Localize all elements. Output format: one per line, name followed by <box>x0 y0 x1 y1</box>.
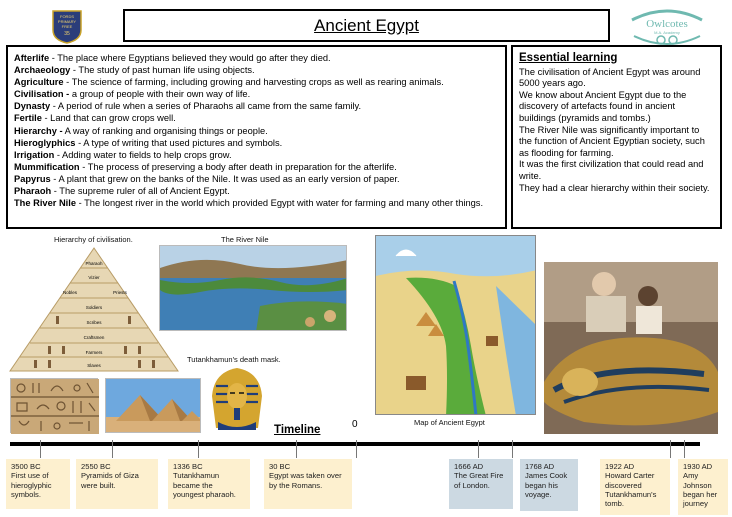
timeline-line <box>10 442 700 446</box>
event-text: became the <box>173 480 213 490</box>
vocab-definition: A way of ranking and organising things or people. <box>62 125 268 136</box>
vocab-term: Fertile <box>14 113 42 124</box>
map-of-egypt-image <box>375 235 536 415</box>
hierarchy-label: Soldiers <box>85 305 103 310</box>
event-text: were built. <box>81 480 116 490</box>
nile-caption: The River Nile <box>221 235 269 244</box>
event-text: Pyramids of Giza <box>81 471 139 481</box>
vocab-definition: - The supreme ruler of all of Ancient Egypt. <box>51 186 230 197</box>
vocab-definition: a group of people with their own way of life. <box>69 89 251 100</box>
badge-line-1: FORDS <box>60 14 74 19</box>
vocab-term: Pharaoh <box>14 186 52 197</box>
hierarchy-label: Scribes <box>86 320 102 325</box>
event-text: 3500 BC <box>11 462 41 471</box>
event-text: 30 BC <box>269 462 291 471</box>
event-text: 1768 AD <box>525 462 555 471</box>
river-nile-photo <box>159 245 347 331</box>
vocab-row <box>14 185 499 197</box>
vocab-definition: - The longest river in the world which provided Egypt with water for farming and many other things. <box>76 198 484 209</box>
hierarchy-label: Priests <box>113 290 127 295</box>
howard-carter-photo <box>544 262 718 434</box>
event-text: discovered <box>605 480 642 490</box>
learning-point: It was the first civilization that could read and write. <box>519 159 704 181</box>
timeline-title: Timeline <box>274 424 321 436</box>
hierarchy-label: Slaves <box>87 363 101 368</box>
event-text: 1666 AD <box>454 462 484 471</box>
vocab-row <box>14 112 499 124</box>
vocab-row <box>14 100 499 112</box>
vocab-term: The River Nile <box>14 198 77 209</box>
hierarchy-label: Farmers <box>85 350 103 355</box>
vocab-definition: - The study of past human life using objects. <box>70 65 255 76</box>
event-text: tomb. <box>605 499 624 509</box>
hieroglyphics-photo <box>10 378 98 433</box>
event-text: Egypt was taken over <box>269 471 342 481</box>
logo-subtitle: M.A. Academy <box>654 30 680 35</box>
timeline-event-1336bc <box>168 459 250 509</box>
timeline-tick <box>684 440 685 458</box>
vocabulary-box <box>6 45 507 229</box>
pyramids-photo <box>105 378 201 433</box>
timeline-tick <box>40 440 41 458</box>
event-text: hieroglyphic <box>11 480 52 490</box>
vocab-term: Papyrus <box>14 173 51 184</box>
vocab-row <box>14 64 499 76</box>
vocab-term: Hieroglyphics <box>14 137 76 148</box>
event-text: Johnson <box>683 480 712 490</box>
event-text: 1922 AD <box>605 462 635 471</box>
vocab-row <box>14 161 499 173</box>
timeline-event-1768ad <box>520 459 578 511</box>
learning-point: They had a clear hierarchy within their society. <box>519 182 710 193</box>
event-text: James Cook <box>525 471 568 481</box>
event-text: 1930 AD <box>683 462 713 471</box>
vocab-row <box>14 173 499 185</box>
timeline-event-3500bc <box>6 459 70 509</box>
vocab-term: Agriculture <box>14 77 64 88</box>
vocab-definition: - Adding water to fields to help crops grow. <box>54 149 232 160</box>
timeline-event-1922ad <box>600 459 670 515</box>
event-text: voyage. <box>525 489 552 499</box>
learning-point: The civilisation of Ancient Egypt was around 5000 years ago. <box>519 66 701 89</box>
event-text: The Great Fire <box>454 471 504 481</box>
hierarchy-label: Vizier <box>88 275 100 280</box>
timeline-zero-marker: 0 <box>352 419 358 430</box>
timeline-event-30bc <box>264 459 352 509</box>
essential-learning-title: Essential learning <box>519 52 618 64</box>
event-text: journey <box>683 499 708 509</box>
event-text: began her <box>683 489 718 499</box>
vocab-definition: - A period of rule when a series of Pharaohs all came from the same family. <box>50 101 362 112</box>
timeline-event-1666ad <box>449 459 513 509</box>
event-text: Howard Carter <box>605 471 655 481</box>
owlcotes-logo <box>626 6 708 48</box>
vocab-row <box>14 149 499 161</box>
timeline-event-2550bc <box>76 459 158 509</box>
vocab-definition: - A type of writing that used pictures and symbols. <box>75 137 283 148</box>
vocab-definition: - Land that can grow crops well. <box>41 113 176 124</box>
badge-line-3: FREE <box>61 24 73 29</box>
badge-line-4: 35 <box>64 31 70 37</box>
vocab-term: Archaeology <box>14 65 71 76</box>
mask-caption: Tutankhamun's death mask. <box>187 355 281 364</box>
timeline-tick <box>356 440 357 458</box>
page-title: Ancient Egypt <box>314 15 419 35</box>
learning-point: The River Nile was significantly important to the function of Ancient Egyptian society, such as flooding for farming. <box>519 124 705 158</box>
vocab-term: Civilisation - <box>14 89 70 100</box>
event-text: began his <box>525 480 558 490</box>
tutankhamun-mask-image <box>208 366 266 434</box>
timeline-tick <box>296 440 297 458</box>
vocab-definition: - A plant that grew on the banks of the Nile. It was used as an early version of paper. <box>50 173 400 184</box>
essential-learning-box <box>511 45 722 229</box>
event-text: by the Romans. <box>269 480 323 490</box>
timeline-tick <box>198 440 199 458</box>
timeline-tick <box>112 440 113 458</box>
vocab-term: Afterlife <box>14 53 50 63</box>
hierarchy-caption: Hierarchy of civilisation. <box>54 235 133 244</box>
event-text: symbols. <box>11 489 41 499</box>
vocab-definition: - The science of farming, including growing and harvesting crops as well as rearing animals. <box>63 77 444 88</box>
vocab-term: Hierarchy - <box>14 125 63 136</box>
vocab-row <box>14 125 499 137</box>
event-text: Tutankhamun <box>173 471 220 481</box>
badge-line-2: PRIMARY <box>57 19 77 24</box>
vocab-row <box>14 197 499 209</box>
event-text: 2550 BC <box>81 462 111 471</box>
vocab-row <box>14 88 499 100</box>
event-text: 1336 BC <box>173 462 203 471</box>
event-text: of London. <box>454 480 490 490</box>
hierarchy-label: Craftsmen <box>83 335 105 340</box>
vocab-term: Mummification <box>14 161 80 172</box>
event-text: Amy <box>683 471 699 481</box>
vocab-term: Dynasty <box>14 101 51 112</box>
event-text: youngest pharaoh. <box>173 489 236 499</box>
school-badge-logo <box>52 10 82 44</box>
timeline-tick <box>512 440 513 458</box>
event-text: Tutankhamun's <box>605 489 657 499</box>
vocab-row <box>14 76 499 88</box>
timeline-tick <box>478 440 479 458</box>
map-caption: Map of Ancient Egypt <box>414 418 485 427</box>
vocab-term: Irrigation <box>14 149 55 160</box>
timeline-event-1930ad <box>678 459 728 515</box>
title-box <box>123 9 610 42</box>
hierarchy-label: Nobles <box>62 290 78 295</box>
timeline-tick <box>670 440 671 458</box>
vocab-definition: - The process of preserving a body after death in preparation for the afterlife. <box>79 161 397 172</box>
learning-point: We know about Ancient Egypt due to the discovery of artefacts found in ancient buildings (pyramids and tombs.) <box>519 89 687 123</box>
hierarchy-pyramid-image <box>8 246 180 373</box>
vocab-definition: - The place where Egyptians believed they would go after they died. <box>49 53 331 63</box>
logo-name: Owlcotes <box>646 18 688 30</box>
hierarchy-label: Pharaoh <box>85 261 103 266</box>
vocab-row <box>14 52 499 64</box>
vocab-row <box>14 137 499 149</box>
event-text: First use of <box>11 471 49 481</box>
